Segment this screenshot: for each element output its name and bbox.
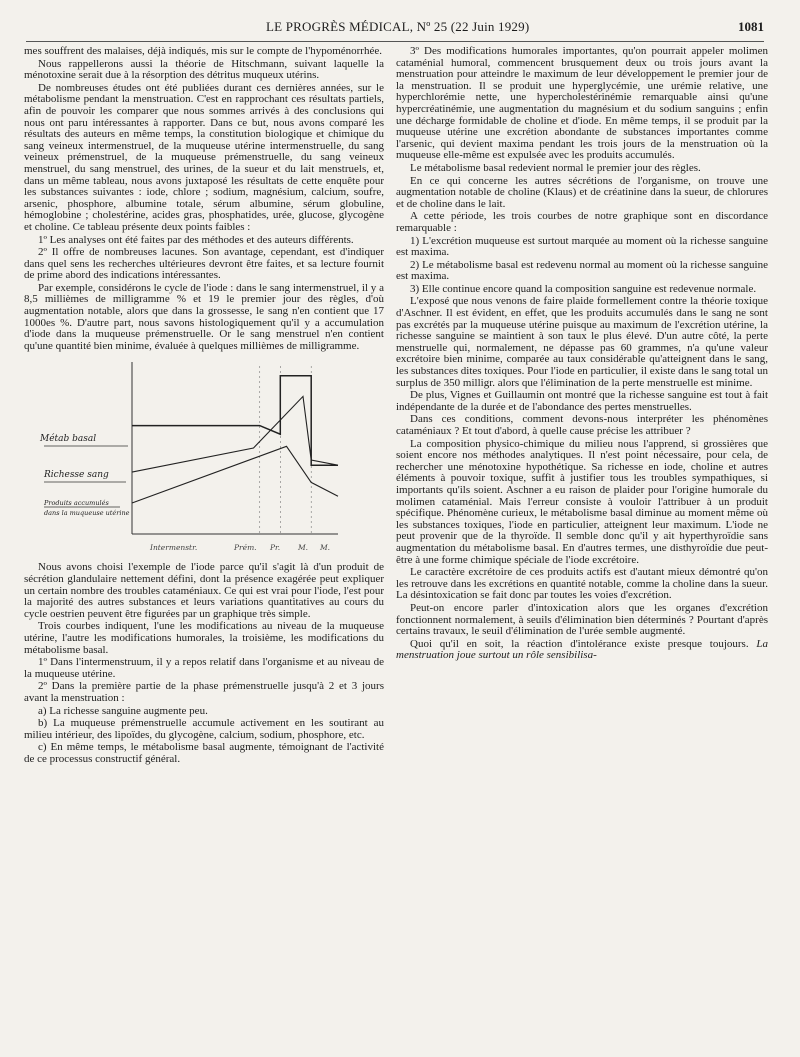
series-line-2 <box>132 447 338 504</box>
paragraph: Nous rappellerons aussi la théorie de Hitschmann, suivant laquelle la ménotoxine serait due à la résorption des détritus muqueux utérins. <box>24 57 384 82</box>
chart-svg <box>40 356 340 556</box>
paragraph-italic: La menstruation joue surtout un rôle sensibilisa- <box>396 637 769 662</box>
list-item: b) La muqueuse prémenstruelle accumule activement en les soutirant au milieu intérieur, des lipoïdes, du glycogène, calcium, sodium, phosphore, etc. <box>24 717 384 741</box>
label-richesse-sang: Richesse sang <box>44 470 109 481</box>
list-item: c) En même temps, le métabolisme basal augmente, témoignant de l'activité de ce processus constructif général. <box>24 741 384 765</box>
label-produits-sub: dans la muqueuse utérine <box>44 509 130 518</box>
paragraph: 1º Dans l'intermenstruum, il y a repos relatif dans l'organisme et au niveau de la muqueuse utérine. <box>24 656 384 680</box>
paragraph: A cette période, les trois courbes de notre graphique sont en discordance remarquable : <box>396 210 768 234</box>
list-item: 2) Le métabolisme basal est redevenu normal au moment où la richesse sanguine est maxima. <box>396 258 768 283</box>
label-metab-basal: Métab basal <box>40 434 97 445</box>
paragraph: 3º Des modifications humorales importantes, qu'on pourrait appeler molimen cataménial humoral, commencent brusquement deux ou trois jours avant la menstruation pour atteindre le maximum de leur développement le premier jour de la menstruation. Il se produit une hyperglycémie, une urémie relative, une hyperchlorémie nette, une hypercholestérinémie remarquable ainsi qu'une hypercréatinémie, une augmentation du magnésium et du sodium sanguins ; enfin une décharge formidable de choline et d'iode. En même temps, il se produit par la muqueuse utérine une excrétion abondante de substances importantes comme l'arsenic, qui devient maxima pendant les trois jours de la menstruation où la muqueuse elle-même est expulsée avec les produits accumulés. <box>396 45 768 162</box>
x-label-prem: Prém. <box>234 543 257 553</box>
paragraph <box>396 639 768 662</box>
paragraph: En ce qui concerne les autres sécrétions de l'organisme, on trouve une augmentation notable de choline (Klaus) et de créatinine dans la sueur, de chlorures et de choline dans le lait. <box>396 174 768 210</box>
right-column <box>396 46 768 663</box>
paragraph: Nous avons choisi l'exemple de l'iode parce qu'il s'agit là d'un produit de sécrétion glandulaire nettement défini, dont la présence exagérée peut expliquer un certain nombre des troubles cataméniaux. Ce qui est vrai pour l'iode, l'est pour la majorité des autres substances et leurs variations quantitatives au cours du cycle oestrien peuvent être figurées par un graphique très simple. <box>24 561 384 620</box>
paragraph: 2º Il offre de nombreuses lacunes. Son avantage, cependant, est d'indiquer dans quel sens les recherches ultérieures devront être faites, et sa lecture fournit de prime abord des indications intéressantes. <box>24 246 384 282</box>
paragraph: 1º Les analyses ont été faites par des méthodes et des auteurs différents. <box>38 233 354 246</box>
paragraph-text: Quoi qu'il en soit, la réaction d'intolérance existe presque toujours. <box>410 637 749 650</box>
paragraph: Peut-on encore parler d'intoxication alors que les organes d'excrétion fonctionnent normalement, à seuils d'élimination bien déterminés ? Pourtant d'après certains travaux, le seuil d'élimination de l'urée semble augmenté. <box>396 601 768 638</box>
paragraph: 2º Dans la première partie de la phase prémenstruelle jusqu'à 2 et 3 jours avant la menstruation : <box>24 680 384 704</box>
paragraph: Le caractère excrétoire de ces produits actifs est d'autant mieux démontré qu'on les retrouve dans les excrétions en quantité notable, comme la choline dans la sueur. La désintoxication se fait donc par toutes les voies d'excrétion. <box>396 566 768 602</box>
paragraph: La composition physico-chimique du milieu nous l'apprend, si grossières que soient encore nos méthodes analytiques. Il n'est point nécessaire, pour cela, de rechercher une ménotoxine hypothétique. Sa richesse en iode, choline et autres éléments à pouvoir toxique, suffit à justifier tous les troubles sympathiques, si importants qu'ils soient. Aschner a eu raison de plaider pour l'origine humorale du molimen cataménial. Mais l'erreur consiste à vouloir l'attribuer à un produit spécifique. Phénomène curieux, le métabolisme basal diminue au moment même où les substances toxiques, l'iode en particulier, atteignent leur maximum. L'iode ne peut provenir que de la thyroïde. Il semble donc qu'il y ait hyperthyroïdie sans augmentation du métabolisme basal. En d'autres termes, une disthyroïdie due peut-être à une forme chimique spéciale de l'iode excrétoire. <box>396 437 768 566</box>
list-item: a) La richesse sanguine augmente peu. <box>38 704 208 717</box>
list-item: 3) Elle continue encore quand la composition sanguine est redevenue normale. <box>410 282 757 295</box>
page-number: 1081 <box>738 19 764 34</box>
x-label-m2: M. <box>320 543 331 553</box>
paragraph: Trois courbes indiquent, l'une les modifications au niveau de la muqueuse utérine, l'autre les modifications humorales, la troisième, les modifications du métabolisme basal. <box>24 620 384 656</box>
running-title: LE PROGRÈS MÉDICAL, Nº 25 (22 Juin 1929) <box>266 19 530 34</box>
list-item: 1) L'excrétion muqueuse est surtout marquée au moment où la richesse sanguine est maxima. <box>396 234 768 259</box>
paragraph: Dans ces conditions, comment devons-nous interpréter les phénomènes cataméniaux ? Et tout d'abord, à quelle cause précise les attribuer ? <box>396 413 768 437</box>
x-label-pr: Pr. <box>270 543 281 553</box>
paragraph: Le métabolisme basal redevient normal le premier jour des règles. <box>410 161 701 174</box>
series-line-1 <box>132 397 338 473</box>
label-produits: Produits accumulés <box>44 499 109 508</box>
paragraph: De nombreuses études ont été publiées durant ces dernières années, sur le métabolisme pendant la menstruation. C'est en rapprochant ces résultats partiels, afin de pouvoir les comparer que nous sommes arrivés à des conclusions qui nous ont paru intéressantes à rapporter. Dans ce but, nous avons comparé les résultats des auteurs en même temps, la constitution biologique et chimique du sang veineux intermenstruel, de la muqueuse utérine intermenstruelle, du sang veineux prémenstruel, de la muqueuse prémenstruelle, du sang veineux menstruel, du sang menstruel, des urines, de la sueur et du lait menstruels, et, dans un même tableau, nous avons juxtaposé les résultats de cette enquête pour les substances suivantes : iode, chlore ; sodium, magnésium, calcium, soufre, arsenic, phosphore, albumine totale, sérum albumine, sérum globuline, hémoglobine ; cholestérine, acides gras, phosphatides, urée, glucose, glycogène et choline. Ce tableau présente deux points faibles : <box>24 81 384 233</box>
paragraph: De plus, Vignes et Guillaumin ont montré que la richesse sanguine est tout à fait indépendante de la durée et de l'abondance des pertes menstruelles. <box>396 389 768 413</box>
paragraph: L'exposé que nous venons de faire plaide formellement contre la théorie toxique d'Aschner. Il est évident, en effet, que les produits accumulés dans le sang ne sont pas excrétés par la muqueuse utérine puisque au maximum de l'excrétion utérine, la richesse sanguine se maintient à son taux le plus élevé. D'un autre côté, la perte menstruelle qui, normalement, ne dépasse pas 60 grammes, n'a qu'une valeur excrétoire bien minime, comparée au taux considérable qu'atteignent dans le sang, les substances dites toxiques. Pour l'iode en particulier, il existe dans le sang total un surplus de 350 milligr. alors que l'élimination de la perte menstruelle est minime. <box>396 295 768 389</box>
x-label-intermenstr: Intermenstr. <box>150 543 198 553</box>
figure-graph <box>40 356 340 556</box>
left-column <box>24 46 384 767</box>
paragraph: Par exemple, considérons le cycle de l'iode : dans le sang intermenstruel, il y a 8,5 millièmes de milligramme % et 19 le premier jour des règles, d'où augmentation notable, alors que dans la grossesse, le sang n'en contient que 17 1000es %. D'autre part, nous savons histologiquement qu'il y a accumulation d'iode dans la muqueuse prémenstruelle. Or le sang menstruel n'en contient qu'une quantité bien minime, évaluée à quelques millièmes de milligramme. <box>24 281 384 352</box>
header-rule <box>26 41 764 42</box>
x-label-m1: M. <box>298 543 309 553</box>
paragraph: mes souffrent des malaises, déjà indiqués, mis sur le compte de l'hypoménorrhée. <box>24 45 382 57</box>
page-header <box>26 19 764 39</box>
